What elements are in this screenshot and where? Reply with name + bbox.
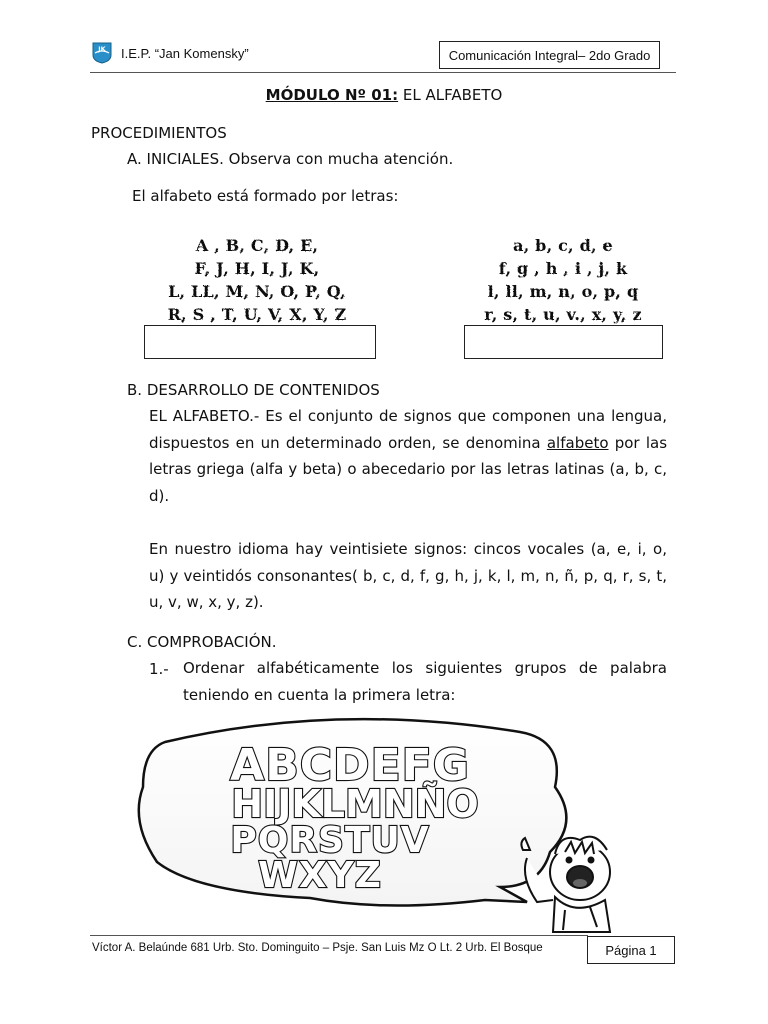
uppercase-line: A , B, C, D, E, <box>195 236 319 255</box>
footer-address: Víctor A. Belaúnde 681 Urb. Sto. Dominguito – Psje. San Luis Mz O Lt. 2 Urb. El Bosque <box>92 942 543 954</box>
lowercase-line: l, ll, m, n, o, p, q <box>487 282 639 301</box>
header-divider <box>90 72 676 73</box>
lowercase-line: f, g , h , i , j, k <box>498 259 628 278</box>
uppercase-alphabet <box>141 234 373 326</box>
svg-text:JK: JK <box>98 45 106 53</box>
bubble-row: HIJKLMNÑO <box>231 782 479 826</box>
title-module-number: MÓDULO Nº 01: <box>265 86 399 104</box>
section-b-heading: B. DESARROLLO DE CONTENIDOS <box>127 381 380 399</box>
page-number: Página 1 <box>587 936 675 964</box>
procedimientos-heading: PROCEDIMIENTOS <box>91 124 227 142</box>
alfabeto-definition <box>149 403 667 509</box>
alphabet-intro: El alfabeto está formado por letras: <box>132 187 399 205</box>
bubble-row: PQRSTUV <box>230 820 430 861</box>
section-a-heading: A. INICIALES. Observa con mucha atención. <box>127 150 454 168</box>
uppercase-answer-box[interactable] <box>144 325 376 359</box>
course-label: Comunicación Integral– 2do Grado <box>439 41 660 69</box>
title-topic: EL ALFABETO <box>398 86 503 104</box>
lowercase-line: r, s, t, u, v., x, y, z <box>484 305 642 324</box>
school-logo-icon <box>92 42 112 64</box>
lowercase-line: a, b, c, d, e <box>513 236 613 255</box>
definition-keyword: alfabeto <box>546 433 609 452</box>
lowercase-answer-box[interactable] <box>464 325 663 359</box>
uppercase-line: F, J, H, I, J, K, <box>194 259 320 278</box>
bubble-row: WXYZ <box>258 855 382 896</box>
uppercase-line: L, LL, M, N, O, P, Q, <box>168 282 346 301</box>
alphabet-speech-bubble <box>135 712 675 937</box>
item-number: 1.- <box>149 660 169 678</box>
signs-paragraph: En nuestro idioma hay veintisiete signos: cincos vocales (a, e, i, o, u) y veintidós consonantes( b, c, d, f, g, h, j, k, l, m, n, ñ, p, q, r, s, t, u, v, w, x, y, z). <box>149 540 667 611</box>
footer-divider <box>90 935 588 936</box>
section-c-heading: C. COMPROBACIÓN. <box>127 633 277 651</box>
uppercase-line: R, S , T, U, V, X, Y, Z <box>167 305 347 324</box>
definition-text-end: por las letras griega (alfa y beta) o abecedario por las letras latinas (a, b, c, d). <box>149 433 668 505</box>
lowercase-alphabet <box>462 234 664 326</box>
page-title <box>0 86 768 104</box>
definition-text: EL ALFABETO.- Es el conjunto de signos que componen una lengua, dispuestos en un determinado orden, se denomina <box>149 407 667 452</box>
item-instruction: Ordenar alfabéticamente los siguientes grupos de palabra teniendo en cuenta la primera letra: <box>183 659 667 704</box>
bubble-row: ABCDEFG <box>230 740 470 791</box>
school-name: I.E.P. “Jan Komensky” <box>121 46 249 61</box>
